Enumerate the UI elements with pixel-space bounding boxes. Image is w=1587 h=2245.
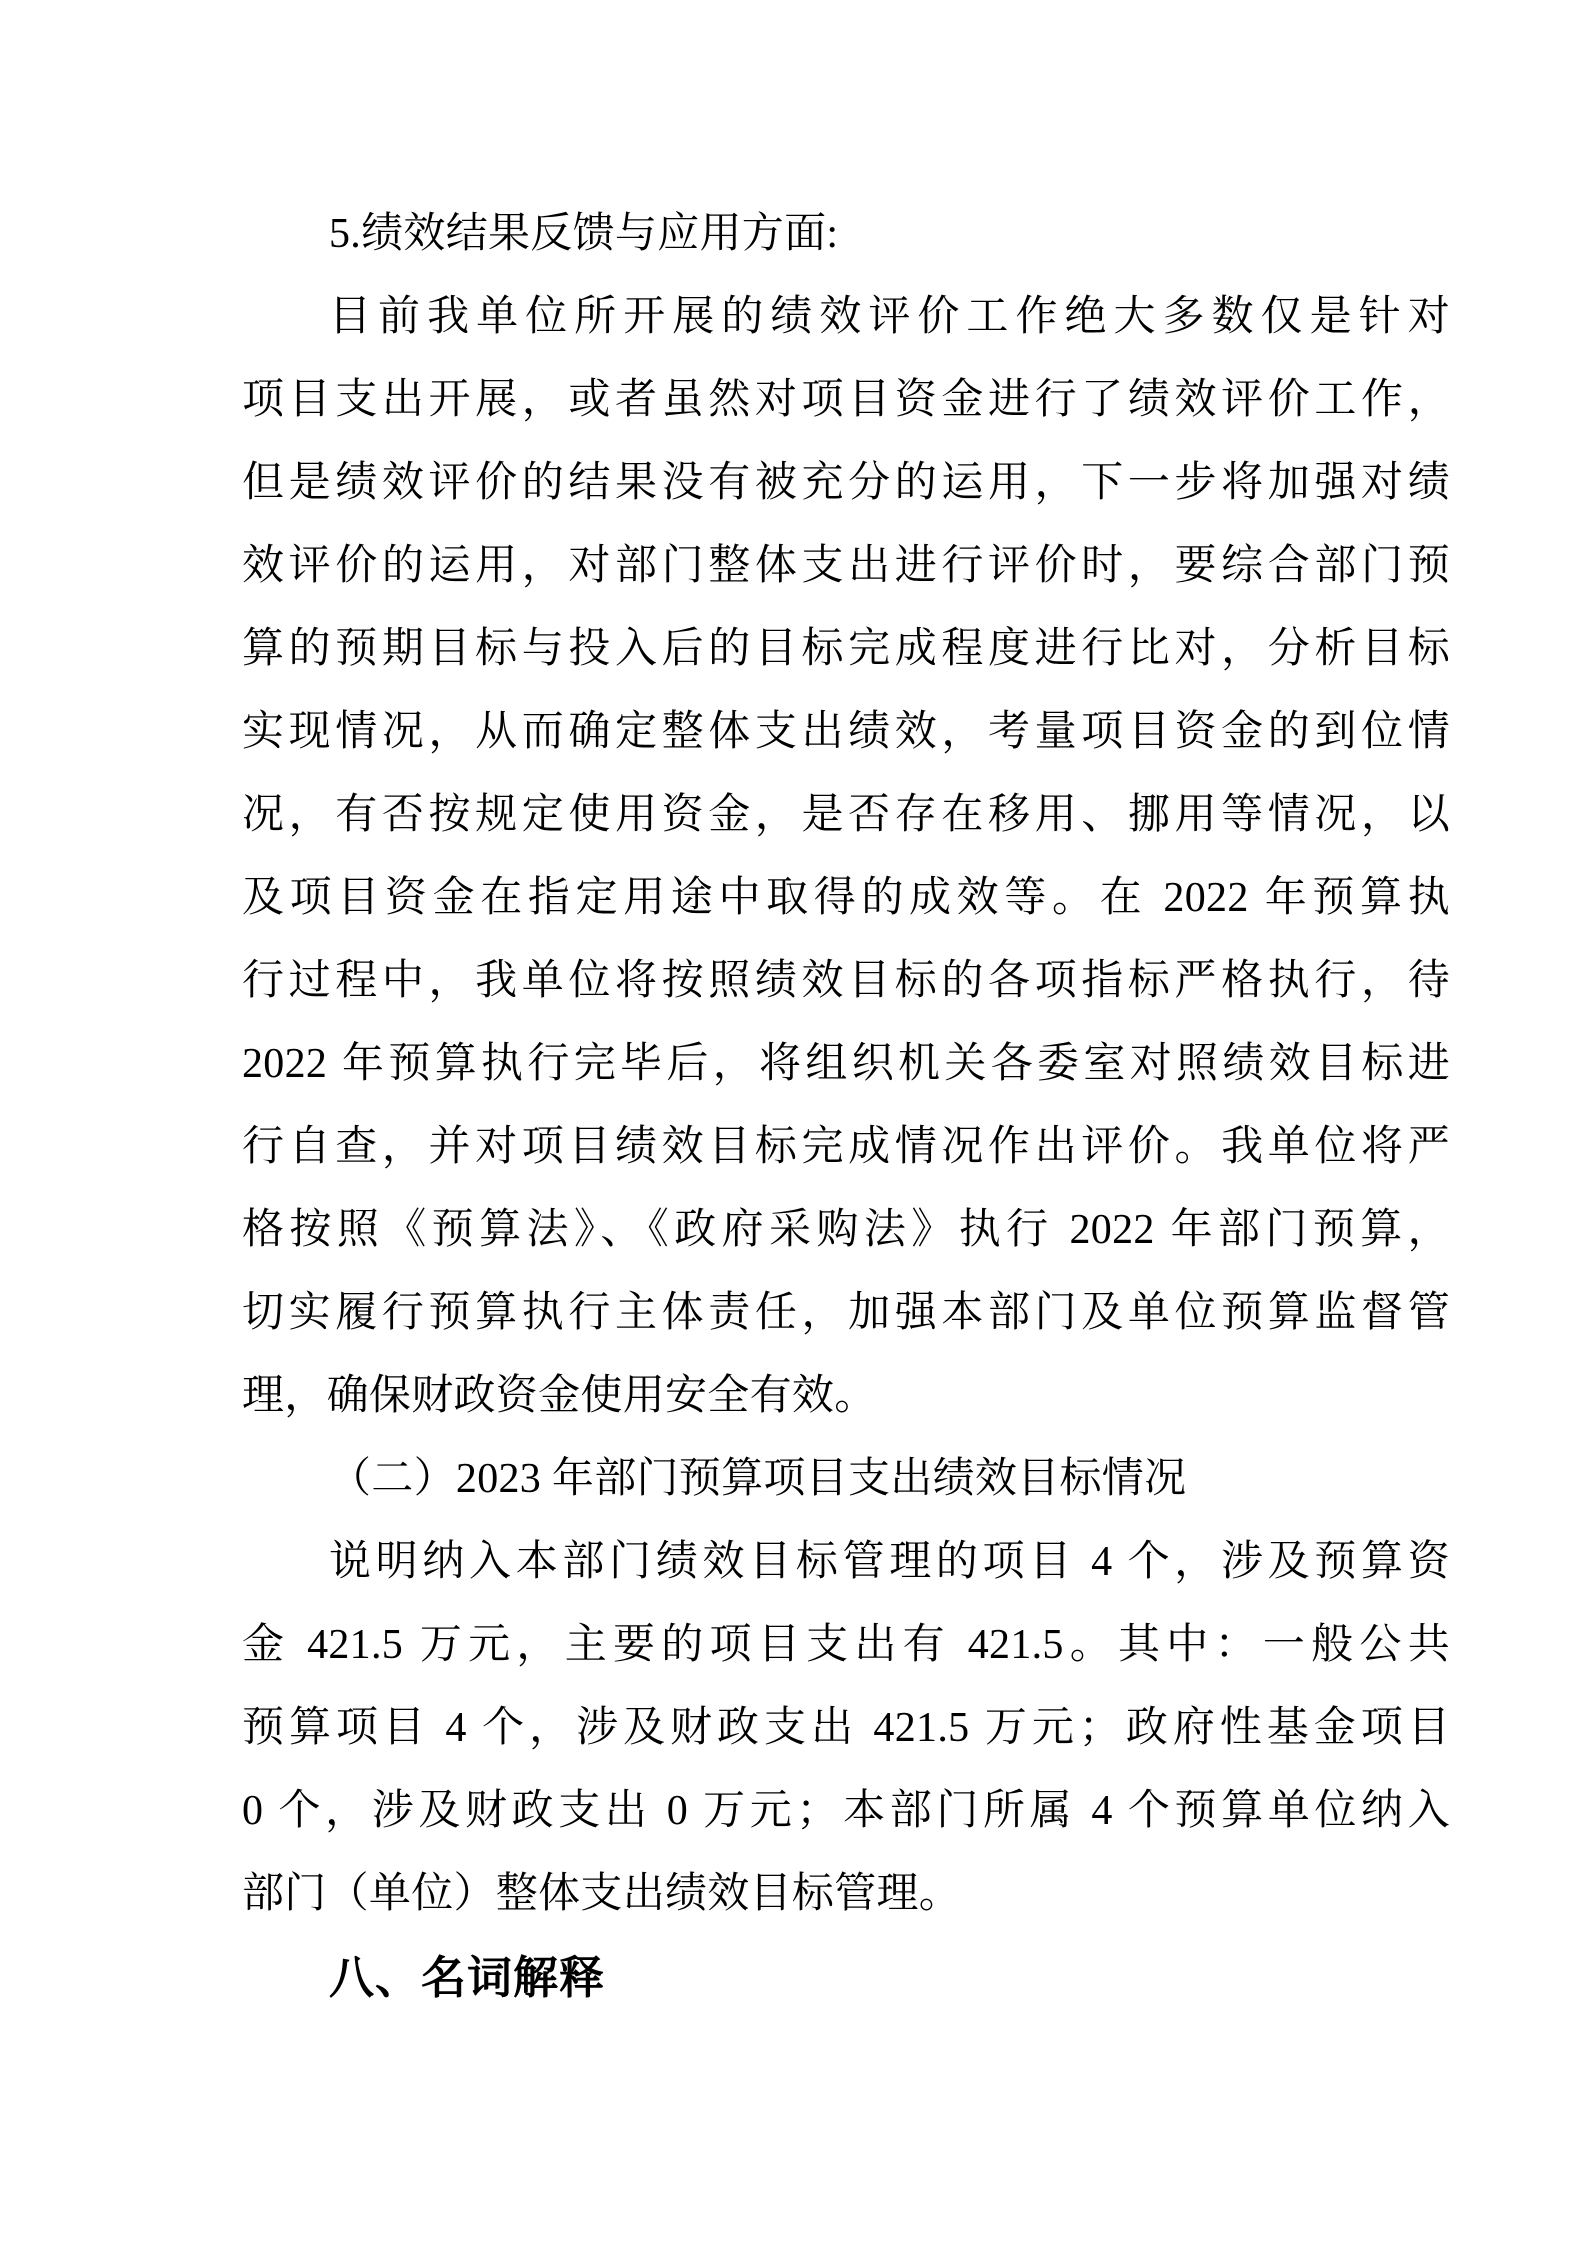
paragraph-1-line: 及项目资金在指定用途中取得的成效等。在 2022 年预算执 xyxy=(242,875,1450,921)
paragraph-1-line: 行自查，并对项目绩效目标完成情况作出评价。我单位将严 xyxy=(242,1124,1450,1170)
subheading-section2: （二）2023 年部门预算项目支出绩效目标情况 xyxy=(329,1456,1187,1502)
paragraph-1-line: 目前我单位所开展的绩效评价工作绝大多数仅是针对 xyxy=(329,294,1450,340)
paragraph-2-line: 预算项目 4 个，涉及财政支出 421.5 万元；政府性基金项目 xyxy=(242,1705,1450,1751)
document-text-block xyxy=(242,193,1450,2019)
paragraph-1-line: 格按照《预算法》、《政府采购法》执行 2022 年部门预算， xyxy=(242,1207,1450,1253)
paragraph-1-line: 切实履行预算执行主体责任，加强本部门及单位预算监督管 xyxy=(242,1290,1450,1336)
paragraph-2-line: 部门（单位）整体支出绩效目标管理。 xyxy=(242,1871,962,1917)
paragraph-2-line: 说明纳入本部门绩效目标管理的项目 4 个，涉及预算资 xyxy=(329,1539,1450,1585)
paragraph-1-line: 但是绩效评价的结果没有被充分的运用，下一步将加强对绩 xyxy=(242,460,1450,506)
paragraph-1-line: 2022 年预算执行完毕后，将组织机关各委室对照绩效目标进 xyxy=(242,1041,1450,1087)
subheading-item5: 5.绩效结果反馈与应用方面: xyxy=(329,211,839,257)
paragraph-1-line: 理，确保财政资金使用安全有效。 xyxy=(242,1373,877,1419)
paragraph-1-line: 况，有否按规定使用资金，是否存在移用、挪用等情况，以 xyxy=(242,792,1450,838)
paragraph-1-line: 实现情况，从而确定整体支出绩效，考量项目资金的到位情 xyxy=(242,709,1450,755)
paragraph-1-line: 项目支出开展，或者虽然对项目资金进行了绩效评价工作， xyxy=(242,377,1450,423)
section-8-heading: 八、名词解释 xyxy=(329,1952,606,2003)
paragraph-2-line: 金 421.5 万元，主要的项目支出有 421.5。其中：一般公共 xyxy=(242,1622,1450,1668)
paragraph-1-line: 算的预期目标与投入后的目标完成程度进行比对，分析目标 xyxy=(242,626,1450,672)
paragraph-1-line: 行过程中，我单位将按照绩效目标的各项指标严格执行，待 xyxy=(242,958,1450,1004)
paragraph-2-line: 0 个，涉及财政支出 0 万元；本部门所属 4 个预算单位纳入 xyxy=(242,1788,1450,1834)
paragraph-1-line: 效评价的运用，对部门整体支出进行评价时，要综合部门预 xyxy=(242,543,1450,589)
